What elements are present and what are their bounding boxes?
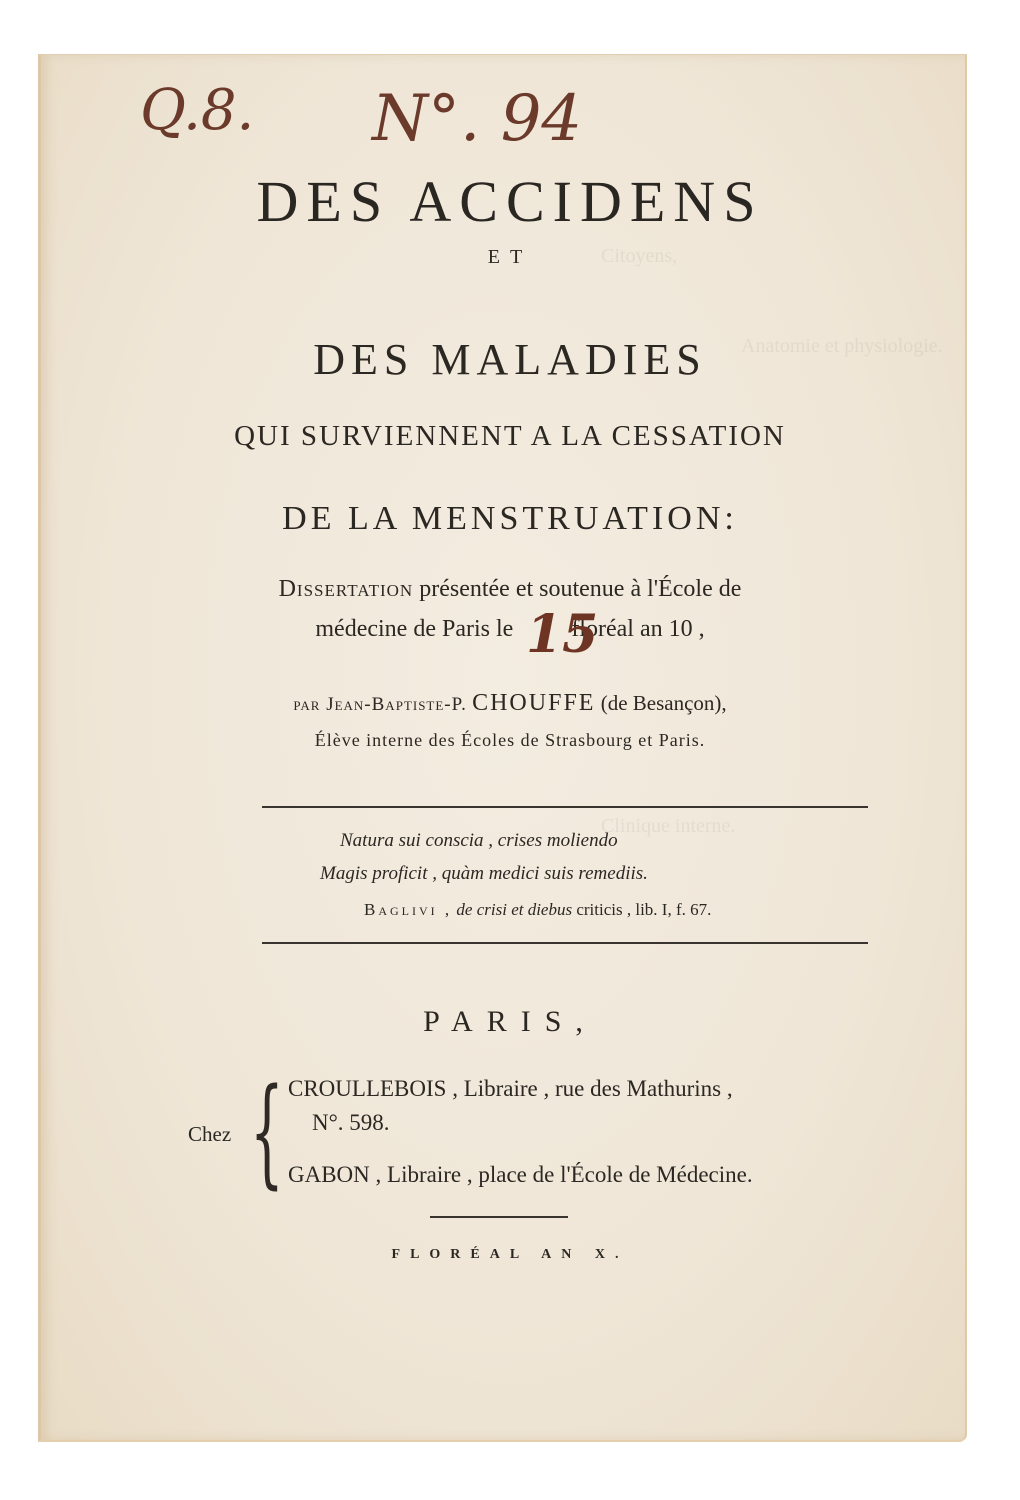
cite-rest: criticis , lib. I, f. 67. (576, 900, 712, 919)
dissertation-line-2-before: médecine de Paris le (315, 616, 514, 642)
rule-bottom (262, 942, 868, 944)
author-line (0, 690, 1020, 717)
imprint-city: PARIS, (423, 1005, 597, 1038)
dissertation-line-1 (0, 576, 1020, 603)
dissertation-label: Dissertation (278, 576, 414, 602)
title-line-4: QUI SURVIENNENT A LA CESSATION (234, 420, 786, 452)
brace-glyph: { (250, 1062, 284, 1200)
author-affiliation: Élève interne des Écoles de Strasbourg et Paris. (314, 730, 706, 750)
title-line-2: ET (487, 246, 533, 268)
cite-title: de crisi et diebus (456, 900, 573, 919)
title-line-1: DES ACCIDENS (256, 169, 764, 234)
show-through-text: Citoyens, (601, 245, 678, 267)
dissertation-line-1-rest: présentée et soutenue à l'École de (419, 576, 742, 602)
handwritten-day: 15 (526, 604, 599, 665)
dissertation-line-2 (0, 616, 1020, 643)
title-line-5: DE LA MENSTRUATION: (282, 500, 738, 537)
dissertation-line-2-after: floréal an 10 , (571, 616, 705, 642)
imprint-chez: Chez (188, 1122, 232, 1146)
imprint-date: FLORÉAL AN X. (391, 1247, 629, 1262)
publisher-1-line-2: N°. 598. (312, 1110, 390, 1135)
epigraph-line-1: Natura sui conscia , crises moliendo (340, 830, 618, 851)
rule-short (430, 1216, 568, 1218)
author-origin: (de Besançon), (600, 691, 727, 715)
title-line-3: DES MALADIES (313, 335, 707, 384)
show-through-text: Anatomie et physiologie. (741, 335, 943, 357)
show-through-text: Clinique interne. (601, 815, 736, 837)
handwritten-number: N°. 94 (372, 82, 583, 156)
rule-top (262, 806, 868, 808)
author-prefix: par Jean-Baptiste-P. (293, 694, 467, 715)
publisher-2: GABON , Libraire , place de l'École de Médecine. (288, 1162, 753, 1187)
publisher-1-line-1: CROULLEBOIS , Libraire , rue des Mathurins , (288, 1076, 733, 1101)
cite-author: Baglivi , (364, 900, 453, 919)
epigraph-line-2: Magis proficit , quàm medici suis remediis. (320, 863, 648, 884)
handwritten-shelfmark: Q.8. (140, 78, 255, 143)
author-name: CHOUFFE (472, 690, 596, 716)
epigraph-citation (364, 900, 711, 920)
